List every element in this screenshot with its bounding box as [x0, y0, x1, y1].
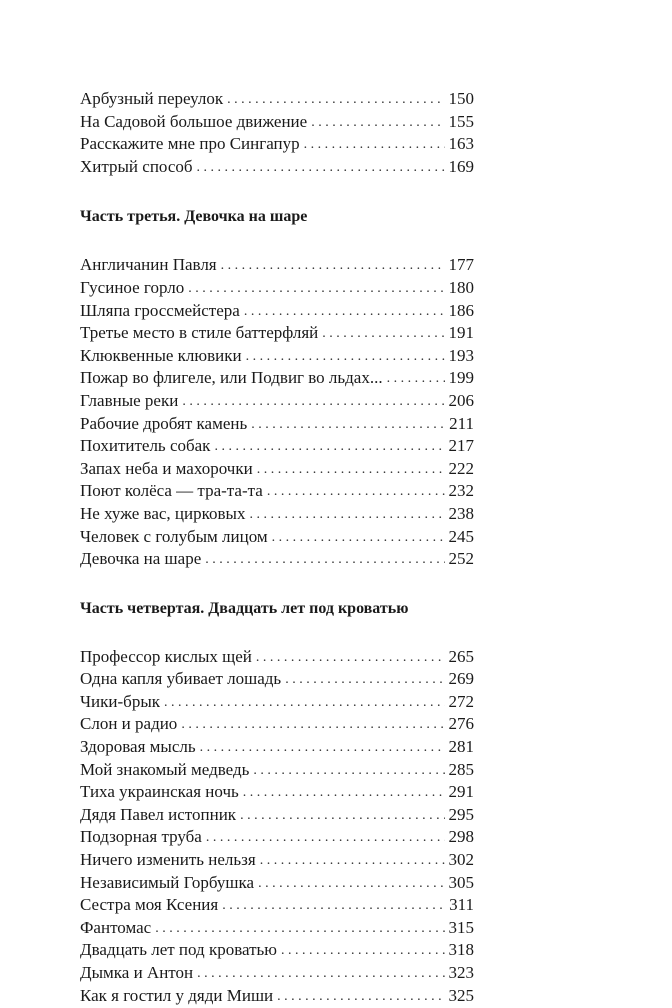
- toc-entry-page-number: 177: [448, 255, 474, 275]
- dot-leader: [311, 112, 445, 135]
- toc-entry: [80, 668, 474, 691]
- toc-entry: [80, 133, 474, 156]
- toc-entry-title: Сестра моя Ксения: [80, 895, 219, 915]
- toc-entry-page-number: 163: [448, 134, 474, 154]
- toc-entry: [80, 849, 474, 872]
- toc-entry: [80, 804, 474, 827]
- toc-entry: [80, 88, 474, 111]
- toc-entry: [80, 345, 474, 368]
- dot-leader: [256, 647, 445, 670]
- toc-entry: [80, 480, 474, 503]
- dot-leader: [240, 805, 445, 828]
- toc-entry: [80, 526, 474, 549]
- dot-leader: [387, 368, 445, 391]
- toc-entry-title: Двадцать лет под кроватью: [80, 940, 277, 960]
- toc-entry-title: Чики-брык: [80, 691, 160, 711]
- toc-entry-title: Независимый Горбушка: [80, 872, 255, 892]
- toc-entry-title: Дымка и Антон: [80, 963, 194, 982]
- part-four-heading: Часть четвертая. Двадцать лет под кроватью: [80, 599, 409, 617]
- toc-section-part-four: [80, 646, 474, 1008]
- toc-entry-page-number: 245: [448, 526, 474, 546]
- toc-entry: [80, 759, 474, 782]
- part-three-heading: Часть третья. Девочка на шаре: [80, 208, 308, 226]
- dot-leader: [260, 850, 445, 873]
- toc-entry-title: Поют колёса — тра-та-та: [80, 481, 263, 501]
- toc-entry-page-number: 281: [448, 737, 474, 757]
- dot-leader: [251, 414, 445, 437]
- dot-leader: [272, 527, 445, 550]
- toc-entry-title: Одна капля убивает лошадь: [80, 669, 282, 689]
- toc-entry: [80, 713, 474, 736]
- toc-entry-page-number: 186: [448, 300, 474, 320]
- dot-leader: [206, 827, 445, 850]
- dot-leader: [214, 436, 445, 459]
- table-of-contents: [80, 88, 474, 1007]
- toc-entry: [80, 985, 474, 1008]
- toc-entry-title: Профессор кислых щей: [80, 646, 252, 666]
- toc-entry-page-number: 211: [449, 413, 474, 433]
- toc-entry: [80, 781, 474, 804]
- toc-entry: [80, 277, 474, 300]
- dot-leader: [322, 323, 445, 346]
- dot-leader: [243, 782, 445, 805]
- dot-leader: [258, 873, 445, 896]
- toc-entry-title: Запах неба и махорочки: [80, 458, 253, 478]
- dot-leader: [257, 459, 445, 482]
- toc-entry: [80, 917, 474, 940]
- toc-entry-page-number: 150: [448, 89, 474, 108]
- toc-entry-title: Человек с голубым лицом: [80, 526, 268, 546]
- toc-entry-page-number: 323: [448, 963, 474, 982]
- dot-leader: [197, 157, 445, 180]
- toc-section-continued: [80, 88, 474, 178]
- dot-leader: [182, 391, 445, 414]
- toc-entry-page-number: 206: [448, 390, 474, 410]
- toc-entry-title: Подзорная труба: [80, 827, 202, 847]
- toc-entry: [80, 367, 474, 390]
- dot-leader: [188, 278, 445, 301]
- toc-entry: [80, 300, 474, 323]
- dot-leader: [164, 692, 445, 715]
- dot-leader: [246, 346, 445, 369]
- dot-leader: [281, 940, 445, 963]
- toc-entry-title: Фантомас: [80, 917, 152, 937]
- toc-entry-title: Ничего изменить нельзя: [80, 850, 256, 870]
- toc-entry-page-number: 325: [448, 985, 474, 1005]
- dot-leader: [181, 714, 445, 737]
- toc-entry-title: Похититель собак: [80, 436, 211, 456]
- toc-entry-page-number: 291: [448, 782, 474, 802]
- toc-entry: [80, 458, 474, 481]
- toc-entry-page-number: 169: [448, 156, 474, 176]
- toc-entry: [80, 548, 474, 571]
- toc-entry-title: Мой знакомый медведь: [80, 759, 250, 779]
- dot-leader: [205, 549, 445, 572]
- toc-entry-page-number: 272: [448, 691, 474, 711]
- dot-leader: [222, 895, 445, 918]
- toc-entry-page-number: 315: [448, 917, 474, 937]
- toc-entry-page-number: 252: [448, 549, 474, 569]
- toc-entry-title: Третье место в стиле баттерфляй: [80, 323, 319, 343]
- dot-leader: [227, 89, 445, 112]
- toc-entry: [80, 939, 474, 962]
- toc-entry-title: Девочка на шаре: [80, 549, 202, 569]
- toc-entry: [80, 413, 474, 436]
- toc-entry-title: Пожар во флигеле, или Подвиг во льдах...: [80, 368, 383, 388]
- dot-leader: [304, 134, 445, 157]
- dot-leader: [253, 760, 445, 783]
- toc-entry: [80, 872, 474, 895]
- dot-leader: [267, 481, 445, 504]
- toc-entry: [80, 691, 474, 714]
- dot-leader: [197, 963, 445, 986]
- toc-entry-page-number: 232: [448, 481, 474, 501]
- toc-entry-title: Слон и радио: [80, 714, 178, 734]
- toc-entry-title: Англичанин Павля: [80, 255, 217, 275]
- toc-entry: [80, 322, 474, 345]
- toc-entry-page-number: 193: [448, 345, 474, 365]
- toc-entry-title: Тиха украинская ночь: [80, 782, 239, 802]
- dot-leader: [244, 301, 445, 324]
- toc-entry-page-number: 298: [448, 827, 474, 847]
- toc-entry-page-number: 302: [448, 850, 474, 870]
- toc-entry-page-number: 295: [448, 804, 474, 824]
- toc-entry-title: Шляпа гроссмейстера: [80, 300, 240, 320]
- toc-entry-title: Гусиное горло: [80, 277, 185, 297]
- toc-entry-title: Не хуже вас, цирковых: [80, 503, 246, 523]
- toc-entry: [80, 962, 474, 985]
- toc-entry: [80, 111, 474, 134]
- toc-entry-title: Клюквенные клювики: [80, 345, 242, 365]
- toc-entry-page-number: 199: [448, 368, 474, 388]
- toc-entry-page-number: 191: [448, 323, 474, 343]
- toc-entry: [80, 156, 474, 179]
- toc-entry: [80, 435, 474, 458]
- toc-entry: [80, 390, 474, 413]
- toc-entry: [80, 826, 474, 849]
- toc-entry-page-number: 217: [448, 436, 474, 456]
- toc-entry-title: Главные реки: [80, 390, 179, 410]
- toc-entry: [80, 254, 474, 277]
- toc-entry-title: Расскажите мне про Сингапур: [80, 134, 300, 154]
- dot-leader: [249, 504, 445, 527]
- dot-leader: [221, 255, 445, 278]
- toc-entry-title: Здоровая мысль: [80, 737, 196, 757]
- toc-entry-page-number: 265: [448, 646, 474, 666]
- toc-entry-page-number: 285: [448, 759, 474, 779]
- toc-entry: [80, 646, 474, 669]
- toc-entry-page-number: 180: [448, 277, 474, 297]
- dot-leader: [277, 986, 445, 1008]
- toc-entry-page-number: 311: [449, 895, 474, 915]
- dot-leader: [155, 918, 445, 941]
- toc-section-part-three: [80, 254, 474, 570]
- dot-leader: [285, 669, 445, 692]
- toc-entry-page-number: 276: [448, 714, 474, 734]
- dot-leader: [200, 737, 445, 760]
- toc-entry-title: Рабочие дробят камень: [80, 413, 248, 433]
- toc-entry-page-number: 305: [448, 872, 474, 892]
- toc-entry-page-number: 318: [448, 940, 474, 960]
- toc-entry-page-number: 222: [448, 458, 474, 478]
- toc-entry: [80, 503, 474, 526]
- toc-entry: [80, 894, 474, 917]
- toc-entry-title: Как я гостил у дяди Миши: [80, 985, 274, 1005]
- toc-entry-title: На Садовой большое движение: [80, 111, 308, 131]
- toc-entry-title: Арбузный переулок: [80, 89, 224, 108]
- toc-entry-title: Хитрый способ: [80, 156, 193, 176]
- toc-entry-page-number: 269: [448, 669, 474, 689]
- toc-entry: [80, 736, 474, 759]
- toc-entry-title: Дядя Павел истопник: [80, 804, 237, 824]
- toc-entry-page-number: 238: [448, 503, 474, 523]
- toc-entry-page-number: 155: [448, 111, 474, 131]
